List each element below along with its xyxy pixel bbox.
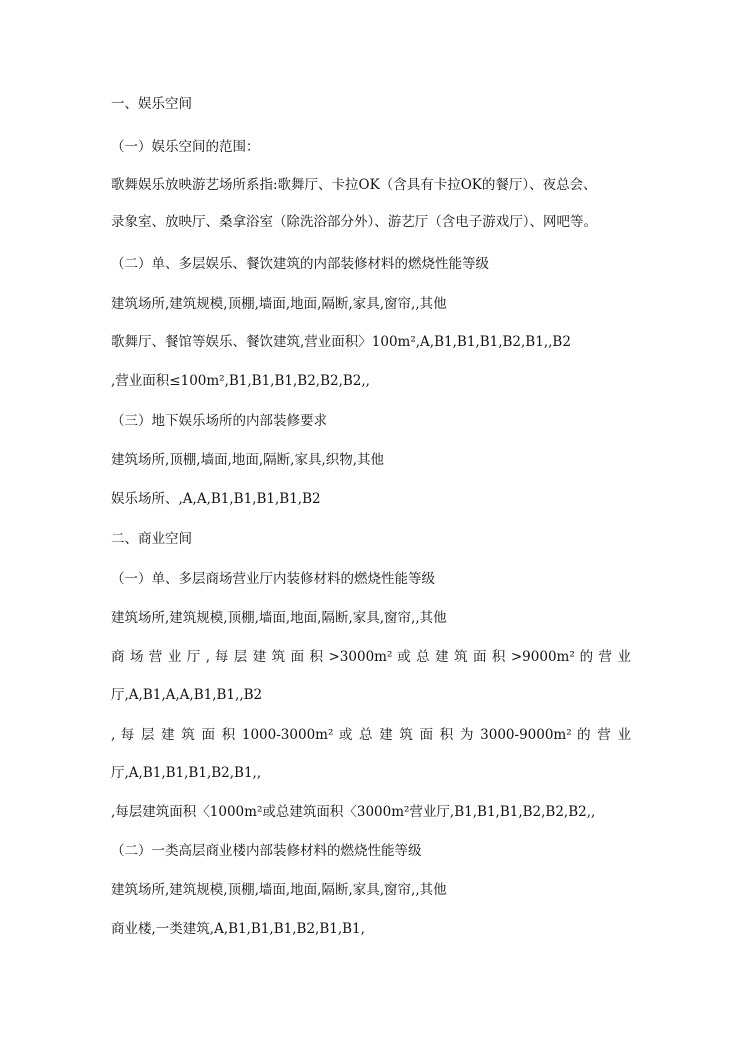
heading-entertainment-space: 一、娱乐空间: [111, 96, 192, 112]
heading-commercial-space: 二、商业空间: [111, 531, 192, 547]
table-header-row: 建筑场所,建筑规模,顶棚,墙面,地面,隔断,家具,窗帘,,其他: [111, 882, 447, 898]
subheading-high-rise-commercial: （二）一类高层商业楼内部装修材料的燃烧性能等级: [111, 843, 422, 859]
table-row-continuation: 厅,A,B1,A,A,B1,B1,,B2: [111, 687, 263, 703]
paragraph-scope-line-2: 录象室、放映厅、桑拿浴室（除洗浴部分外）、游艺厅（含电子游戏厅）、网吧等。: [111, 214, 597, 230]
table-row: 娱乐场所、,A,A,B1,B1,B1,B1,B2: [111, 491, 321, 507]
table-row: 歌舞厅、餐馆等娱乐、餐饮建筑,营业面积〉100m²,A,B1,B1,B1,B2,B1,,B2: [111, 334, 571, 350]
subheading-single-multi-storey-entertainment: （二）单、多层娱乐、餐饮建筑的内部装修材料的燃烧性能等级: [111, 256, 489, 272]
table-row: 商 场 营 业 厅 , 每 层 建 筑 面 积 >3000m² 或 总 建 筑 面 积 >9000m² 的 营 业: [111, 649, 631, 665]
table-row: ,每层建筑面积〈1000m²或总建筑面积〈3000m²营业厅,B1,B1,B1,B2,B2,B2,,: [111, 804, 596, 820]
table-header-row: 建筑场所,建筑规模,顶棚,墙面,地面,隔断,家具,窗帘,,其他: [111, 296, 447, 312]
table-row-continuation: 厅,A,B1,B1,B1,B2,B1,,: [111, 765, 262, 781]
table-header-row: 建筑场所,建筑规模,顶棚,墙面,地面,隔断,家具,窗帘,,其他: [111, 610, 447, 626]
paragraph-scope-line-1: 歌舞娱乐放映游艺场所系指:歌舞厅、卡拉OK（含具有卡拉OK的餐厅）、夜总会、: [111, 177, 597, 193]
table-row: ,营业面积≤100m²,B1,B1,B1,B2,B2,B2,,: [111, 373, 370, 389]
subheading-underground-entertainment: （三）地下娱乐场所的内部装修要求: [111, 413, 327, 429]
table-header-row: 建筑场所,顶棚,墙面,地面,隔断,家具,织物,其他: [111, 452, 385, 468]
subheading-shopping-mall: （一）单、多层商场营业厅内装修材料的燃烧性能等级: [111, 571, 435, 587]
table-row: , 每 层 建 筑 面 积 1000-3000m² 或 总 建 筑 面 积 为 3000-9000m² 的 营 业: [111, 727, 631, 743]
table-row: 商业楼,一类建筑,A,B1,B1,B1,B2,B1,B1,: [111, 921, 365, 937]
subheading-scope: （一）娱乐空间的范围：: [111, 139, 260, 155]
